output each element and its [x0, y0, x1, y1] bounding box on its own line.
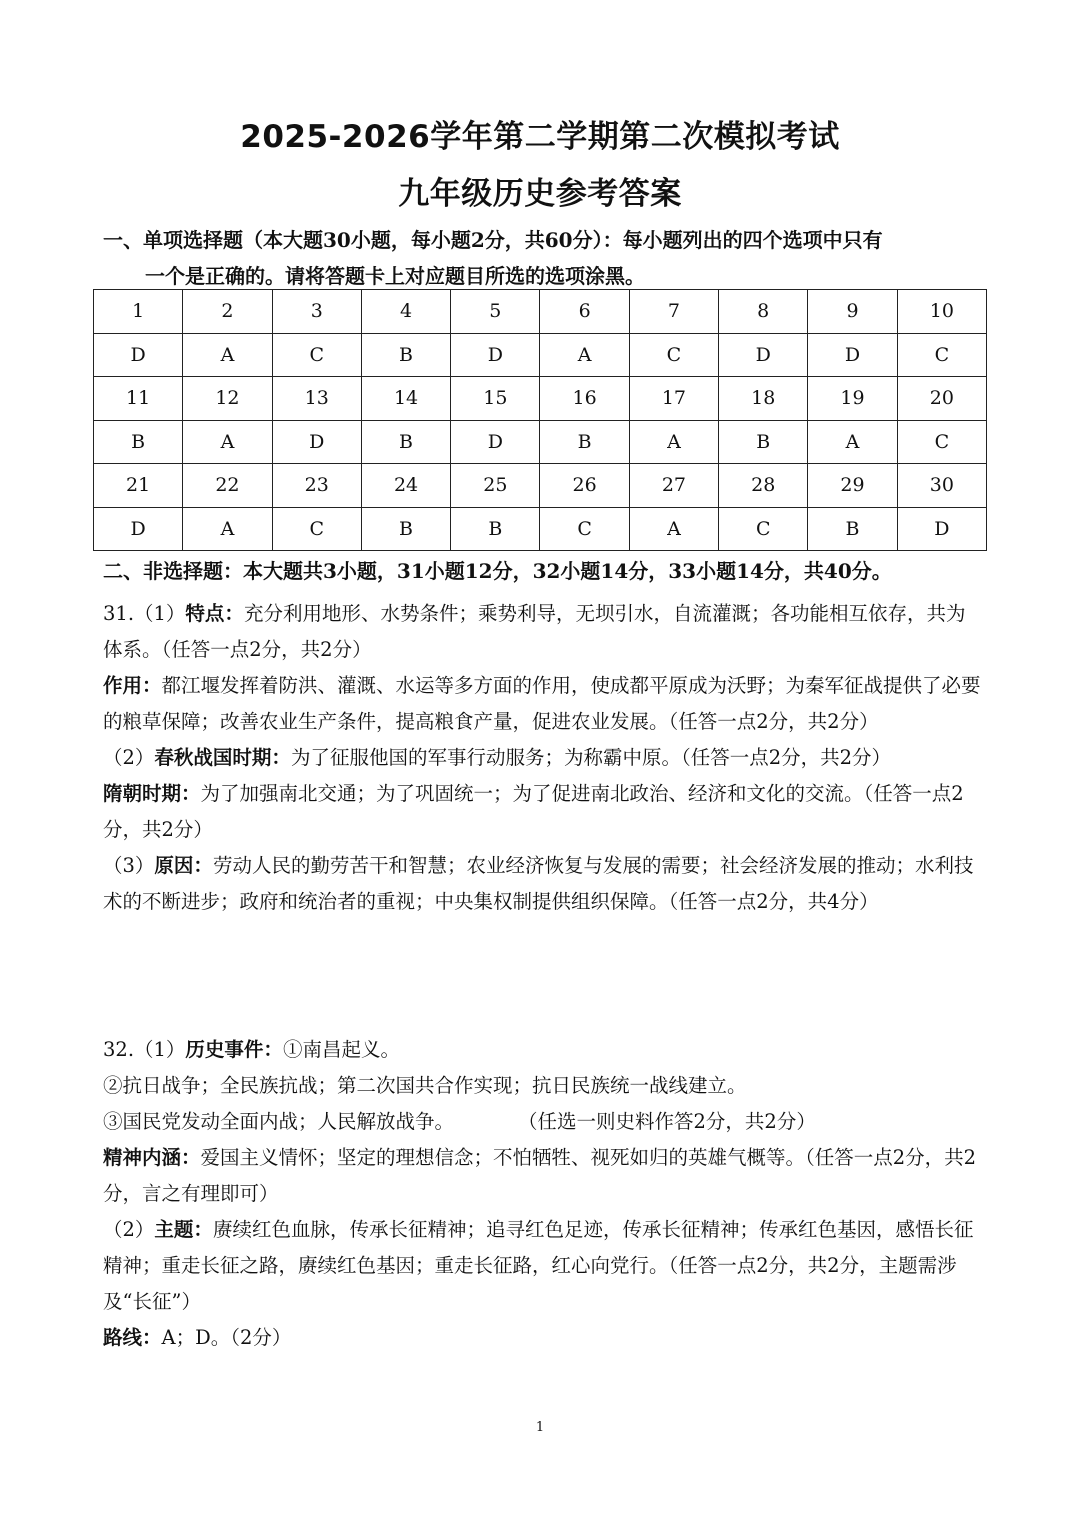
answer-key-cell: D [451, 333, 540, 377]
q31-part2-sui: 隋朝时期：为了加强南北交通；为了巩固统一；为了促进南北政治、经济和文化的交流。（任答一点2分，共2分） [103, 782, 964, 841]
question-number-cell: 17 [629, 377, 718, 421]
answer-key-cell: A [183, 333, 272, 377]
question-number-row [94, 290, 987, 334]
question-32 [103, 1032, 983, 1356]
question-number-cell: 26 [540, 464, 629, 508]
question-number-cell: 20 [897, 377, 986, 421]
question-number-cell: 23 [272, 464, 361, 508]
answer-key-cell: D [94, 333, 183, 377]
question-number-cell: 1 [94, 290, 183, 334]
document-subtitle: 九年级历史参考答案 [398, 176, 682, 212]
question-number-cell: 14 [361, 377, 450, 421]
question-number-cell: 6 [540, 290, 629, 334]
question-number-cell: 29 [808, 464, 897, 508]
question-number-cell: 16 [540, 377, 629, 421]
answer-key-cell: A [540, 333, 629, 377]
answer-key-cell: B [94, 420, 183, 464]
question-number-row [94, 377, 987, 421]
q32-part2-theme: （2）主题：赓续红色血脉，传承长征精神；追寻红色足迹，传承长征精神；传承红色基因，感悟长征精神；重走长征之路，赓续红色基因；重走长征路，红心向党行。（任答一点2分，共2分，主题需涉及“长征”） [103, 1218, 974, 1313]
question-number-cell: 11 [94, 377, 183, 421]
answer-key-cell: D [808, 333, 897, 377]
q31-part1-features: 31.（1）特点：充分利用地形、水势条件；乘势利导，无坝引水，自流灌溉；各功能相互依存，共为体系。（任答一点2分，共2分） [103, 602, 966, 661]
q31-part3-reasons: （3）原因：劳动人民的勤劳苦干和智慧；农业经济恢复与发展的需要；社会经济发展的推动；水利技术的不断进步；政府和统治者的重视；中央集权制提供组织保障。（任答一点2分，共4分） [103, 854, 974, 913]
answer-key-cell: A [183, 420, 272, 464]
question-number-cell: 30 [897, 464, 986, 508]
question-number-cell: 2 [183, 290, 272, 334]
page-number: 1 [535, 1420, 545, 1435]
question-31 [103, 596, 983, 920]
answer-key-cell: C [272, 507, 361, 551]
answer-key-cell: B [361, 507, 450, 551]
question-number-cell: 4 [361, 290, 450, 334]
q32-event-2: ②抗日战争；全民族抗战；第二次国共合作实现；抗日民族统一战线建立。 [103, 1074, 747, 1097]
answer-key-cell: C [629, 333, 718, 377]
question-number-cell: 10 [897, 290, 986, 334]
answer-key-cell: C [719, 507, 808, 551]
answer-key-cell: A [629, 420, 718, 464]
question-number-cell: 25 [451, 464, 540, 508]
answer-key-row [94, 507, 987, 551]
question-number-cell: 15 [451, 377, 540, 421]
answer-key-cell: B [540, 420, 629, 464]
q32-route: 路线：A；D。（2分） [103, 1326, 292, 1349]
q32-event-3: ③国民党发动全面内战；人民解放战争。 （任选一则史料作答2分，共2分） [103, 1110, 816, 1133]
answer-key-cell: D [897, 507, 986, 551]
q31-part1-effects: 作用：都江堰发挥着防洪、灌溉、水运等多方面的作用，使成都平原成为沃野；为秦军征战提供了必要的粮草保障；改善农业生产条件，提高粮食产量，促进农业发展。（任答一点2分，共2分） [103, 674, 981, 733]
answer-key-cell: D [719, 333, 808, 377]
answer-key-cell: C [897, 420, 986, 464]
answer-key-cell: B [361, 420, 450, 464]
question-number-cell: 8 [719, 290, 808, 334]
answer-key-cell: C [272, 333, 361, 377]
question-number-cell: 5 [451, 290, 540, 334]
q31-part2-spring-autumn: （2）春秋战国时期：为了征服他国的军事行动服务；为称霸中原。（任答一点2分，共2分） [103, 746, 892, 769]
answer-key-cell: A [629, 507, 718, 551]
section1-line2: 一个是正确的。请将答题卡上对应题目所选的选项涂黑。 [145, 264, 645, 288]
question-number-cell: 28 [719, 464, 808, 508]
answer-key-cell: D [451, 420, 540, 464]
question-number-row [94, 464, 987, 508]
answer-key-cell: B [451, 507, 540, 551]
answer-key-cell: A [808, 420, 897, 464]
question-number-cell: 12 [183, 377, 272, 421]
answer-key-cell: B [719, 420, 808, 464]
answer-key-cell: D [94, 507, 183, 551]
question-number-cell: 3 [272, 290, 361, 334]
question-number-cell: 24 [361, 464, 450, 508]
question-number-cell: 13 [272, 377, 361, 421]
answer-key-row [94, 333, 987, 377]
document-title: 2025-2026学年第二学期第二次模拟考试 [240, 119, 840, 155]
question-number-cell: 27 [629, 464, 718, 508]
question-number-cell: 7 [629, 290, 718, 334]
answer-key-cell: C [540, 507, 629, 551]
answer-key-cell: A [183, 507, 272, 551]
section1-line1: 一、单项选择题（本大题30小题，每小题2分，共60分）：每小题列出的四个选项中只有 [103, 228, 883, 252]
question-number-cell: 9 [808, 290, 897, 334]
q32-spirit: 精神内涵：爱国主义情怀；坚定的理想信念；不怕牺牲、视死如归的英雄气概等。（任答一点2分，共2分，言之有理即可） [103, 1146, 977, 1205]
question-number-cell: 18 [719, 377, 808, 421]
answer-key-cell: D [272, 420, 361, 464]
section2-heading: 二、非选择题：本大题共3小题，31小题12分，32小题14分，33小题14分，共40分。 [103, 559, 892, 583]
answer-key-row [94, 420, 987, 464]
answer-key-cell: C [897, 333, 986, 377]
question-number-cell: 22 [183, 464, 272, 508]
answer-key-cell: B [361, 333, 450, 377]
q32-part1-events: 32.（1）历史事件：①南昌起义。 [103, 1038, 400, 1061]
answer-table [93, 289, 987, 551]
question-number-cell: 19 [808, 377, 897, 421]
question-number-cell: 21 [94, 464, 183, 508]
section1-heading [103, 222, 983, 294]
answer-key-cell: B [808, 507, 897, 551]
